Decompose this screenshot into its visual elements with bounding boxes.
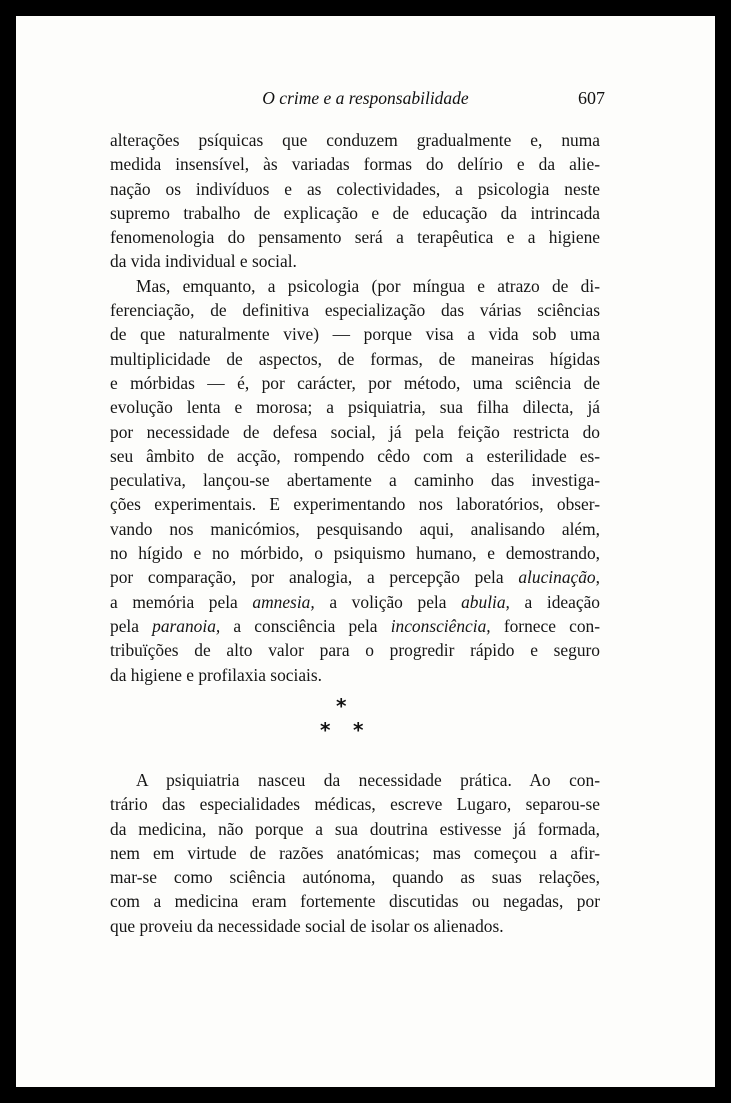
running-head [16, 88, 715, 118]
text-run: pela [110, 615, 153, 636]
text-run: a ideação [509, 591, 600, 612]
book-page [16, 16, 715, 1087]
paragraph-3 [110, 768, 600, 938]
text-line: fenomenologia do pensamento será a terapêutica e a higiene [110, 227, 600, 248]
text-run: a volição pela [314, 591, 462, 612]
text-line: multiplicidade de aspectos, de formas, de maneiras hígidas [110, 348, 600, 369]
text-line-italic [110, 590, 600, 614]
text-line: vando nos manicómios, pesquisando aqui, analisando além, [110, 518, 600, 539]
text-line: nem em virtude de razões anatómicas; mas começou a afir- [110, 842, 600, 863]
text-line: da medicina, não porque a sua doutrina estivesse já formada, [110, 818, 600, 839]
text-run: , [595, 567, 600, 588]
italic-term: abulia, [461, 591, 510, 612]
asterisk-mark: * [320, 718, 331, 742]
text-line: peculativa, lançou-se abertamente a caminho das investiga- [110, 470, 600, 491]
running-title: O crime e a responsabilidade [262, 88, 469, 108]
text-line-italic [110, 565, 600, 589]
section-separator [16, 696, 715, 746]
text-line: mar-se como sciência autónoma, quando as suas relações, [110, 867, 600, 888]
italic-term: alucinação [518, 567, 596, 588]
text-line: ferenciação, de definitiva especialização das várias sciências [110, 300, 600, 321]
text-run: a consciência pela [220, 615, 391, 636]
text-line: A psiquiatria nasceu da necessidade prática. Ao con- [136, 770, 600, 790]
asterisk-mark: * [336, 694, 347, 718]
text-line: ções experimentais. E experimentando nos laboratórios, obser- [110, 494, 600, 515]
text-line-italic [110, 614, 600, 638]
text-line: da vida individual e social. [110, 251, 297, 272]
text-run: a memória pela [110, 591, 253, 612]
italic-term: paranoia, [152, 615, 221, 636]
text-line: medida insensível, às variadas formas do delírio e da alie- [110, 154, 600, 175]
text-line: alterações psíquicas que conduzem gradualmente e, numa [110, 130, 600, 150]
text-line: evolução lenta e morosa; a psiquiatria, sua filha dilecta, já [110, 397, 600, 418]
text-run: por comparação, por analogia, a percepção pela [110, 567, 519, 588]
page-number: 607 [578, 88, 605, 108]
text-line: da higiene e profilaxia sociais. [110, 664, 322, 685]
text-line: com a medicina eram fortemente discutidas ou negadas, por [110, 891, 600, 912]
paragraph-1 [110, 128, 600, 274]
body-text-2 [110, 768, 600, 938]
text-line: seu âmbito de acção, rompendo cêdo com a esterilidade es- [110, 445, 600, 466]
text-line: nação os indivíduos e as colectividades, a psicologia neste [110, 178, 600, 199]
text-line: supremo trabalho de explicação e de educação da intrincada [110, 202, 600, 223]
text-line: trário das especialidades médicas, escreve Lugaro, separou-se [110, 794, 600, 815]
asterisk-mark: * [353, 718, 364, 742]
text-line: Mas, emquanto, a psicologia (por míngua e atrazo de di- [136, 275, 600, 296]
italic-term: inconsciência, [390, 615, 491, 636]
text-line: tribuïções de alto valor para o progredir rápido e seguro [110, 640, 600, 661]
text-run: fornece con- [490, 615, 601, 636]
body-text [110, 128, 600, 687]
italic-term: amnesia, [252, 591, 315, 612]
text-line: de que naturalmente vive) — porque visa a vida sob uma [110, 324, 600, 345]
text-line: por necessidade de defesa social, já pela feição restricta do [110, 421, 600, 442]
text-line: e mórbidas — é, por carácter, por método, uma sciência de [110, 372, 600, 393]
paragraph-2 [110, 274, 600, 687]
text-line: que proveiu da necessidade social de isolar os alienados. [110, 915, 504, 936]
text-line: no hígido e no mórbido, o psiquismo humano, e demostrando, [110, 543, 600, 564]
